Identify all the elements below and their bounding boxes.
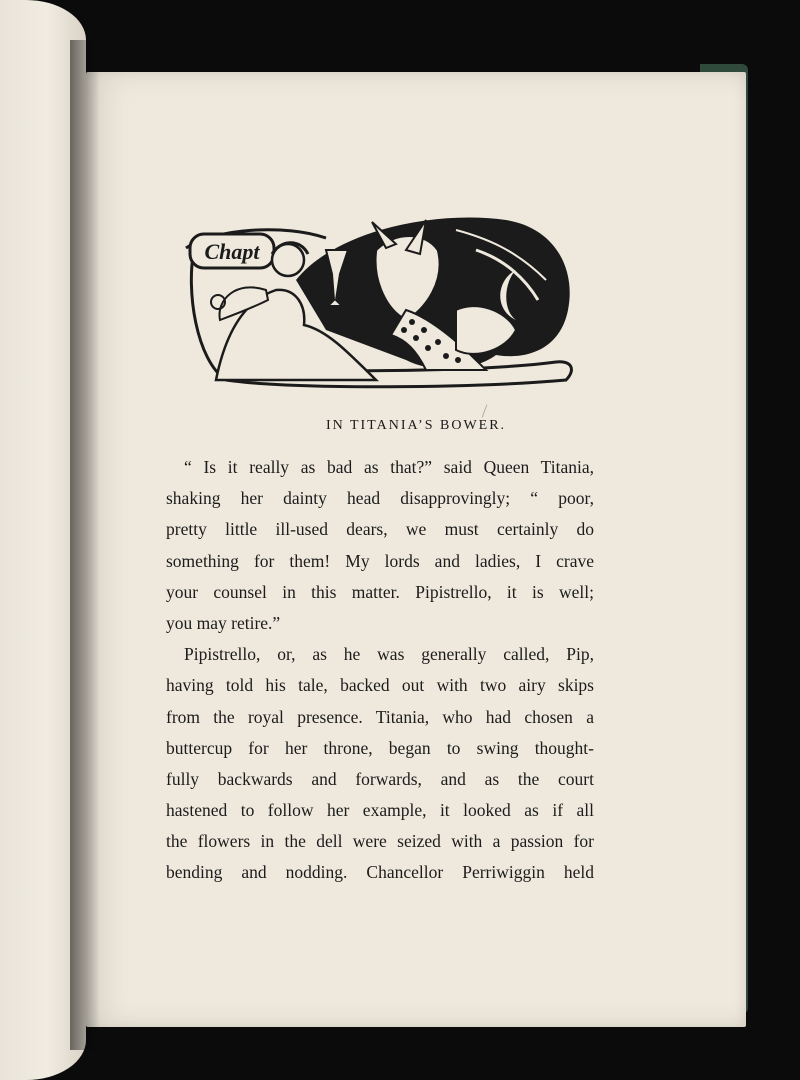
text-line: shaking her dainty head disapprovingly; “ poor, [166, 488, 594, 509]
gutter-shadow [70, 40, 100, 1050]
pencil-tick-icon: ⟋ [477, 402, 493, 422]
text-line: buttercup for her throne, began to swing thought- [166, 737, 594, 758]
fairy-queen-headpiece-illustration [176, 210, 580, 398]
chapter-title: IN TITANIA’S BOWER. [325, 418, 507, 433]
text-line: fully backwards and forwards, and as the court [166, 768, 594, 789]
text-line: from the royal presence. Titania, who had chosen a [166, 706, 594, 727]
body-text [166, 452, 594, 889]
text-line: your counsel in this matter. Pipistrello, it is well; [166, 581, 594, 602]
text-line: Pipistrello, or, as he was generally called, Pip, [184, 644, 594, 665]
text-line: something for them! My lords and ladies, I crave [166, 550, 594, 571]
text-line: pretty little ill-used dears, we must certainly do [166, 519, 594, 540]
text-line: having told his tale, backed out with two airy skips [166, 675, 594, 696]
illustration-lettering: Chapt [204, 239, 260, 264]
text-line: “ Is it really as bad as that?” said Queen Titania, [184, 457, 594, 477]
text-line: the flowers in the dell were seized with a passion for [166, 831, 594, 852]
text-line: you may retire.” [166, 612, 281, 633]
text-line: hastened to follow her example, it looked as if all [166, 800, 594, 821]
text-line: bending and nodding. Chancellor Perriwiggin held [166, 862, 594, 883]
